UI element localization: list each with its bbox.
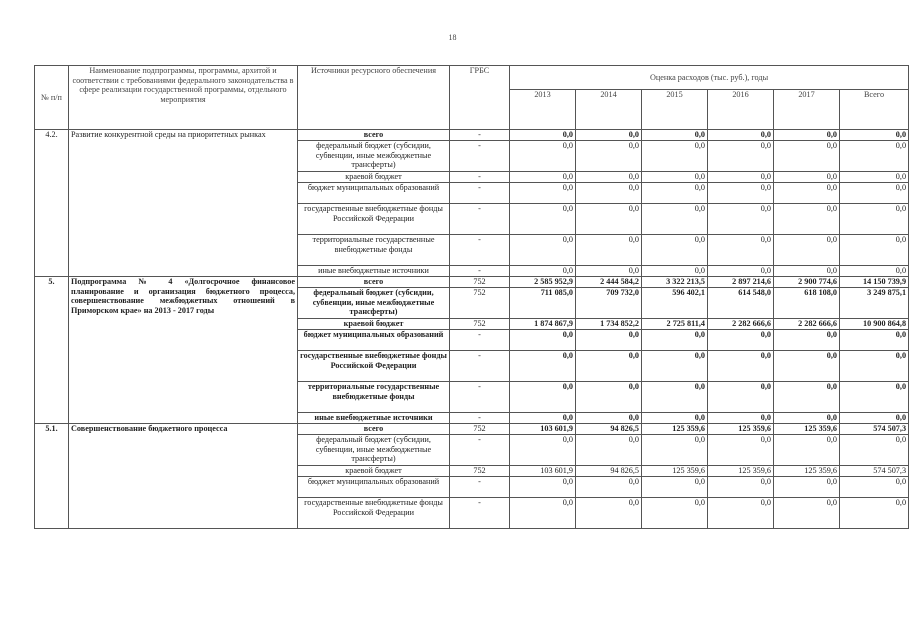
grbs-code: 752 bbox=[450, 424, 510, 435]
year-value: 0,0 bbox=[642, 498, 708, 529]
year-value: 0,0 bbox=[774, 130, 840, 141]
year-value: 0,0 bbox=[774, 330, 840, 351]
year-value: 1 734 852,2 bbox=[576, 319, 642, 330]
year-value: 0,0 bbox=[642, 382, 708, 413]
grbs-code: - bbox=[450, 183, 510, 204]
year-value: 103 601,9 bbox=[510, 424, 576, 435]
year-value: 94 826,5 bbox=[576, 466, 642, 477]
year-value: 0,0 bbox=[510, 382, 576, 413]
year-value: 0,0 bbox=[576, 130, 642, 141]
grbs-code: - bbox=[450, 435, 510, 466]
year-value: 94 826,5 bbox=[576, 424, 642, 435]
year-value: 0,0 bbox=[576, 183, 642, 204]
funding-source: государственные внебюджетные фонды Российской Федерации bbox=[298, 204, 450, 235]
year-value: 0,0 bbox=[774, 204, 840, 235]
year-value: 0,0 bbox=[576, 435, 642, 466]
funding-source: иные внебюджетные источники bbox=[298, 266, 450, 277]
year-value: 0,0 bbox=[510, 330, 576, 351]
total-value: 0,0 bbox=[840, 172, 909, 183]
program-name: Совершенствование бюджетного процесса bbox=[69, 424, 298, 529]
grbs-code: 752 bbox=[450, 466, 510, 477]
table-body bbox=[35, 130, 909, 529]
year-value: 0,0 bbox=[510, 235, 576, 266]
funding-source: всего bbox=[298, 424, 450, 435]
year-value: 0,0 bbox=[576, 235, 642, 266]
funding-source: федеральный бюджет (субсидии, субвенции, иные межбюджетные трансферты) bbox=[298, 141, 450, 172]
year-value: 125 359,6 bbox=[708, 424, 774, 435]
year-value: 0,0 bbox=[576, 382, 642, 413]
year-value: 709 732,0 bbox=[576, 288, 642, 319]
year-value: 0,0 bbox=[642, 141, 708, 172]
year-value: 125 359,6 bbox=[774, 466, 840, 477]
year-value: 0,0 bbox=[510, 498, 576, 529]
grbs-code: - bbox=[450, 141, 510, 172]
year-value: 0,0 bbox=[576, 351, 642, 382]
total-value: 0,0 bbox=[840, 382, 909, 413]
header-year: 2014 bbox=[576, 90, 642, 130]
grbs-code: - bbox=[450, 477, 510, 498]
grbs-code: - bbox=[450, 351, 510, 382]
year-value: 2 444 584,2 bbox=[576, 277, 642, 288]
year-value: 0,0 bbox=[708, 330, 774, 351]
year-value: 0,0 bbox=[708, 183, 774, 204]
year-value: 0,0 bbox=[576, 413, 642, 424]
year-value: 125 359,6 bbox=[708, 466, 774, 477]
year-value: 0,0 bbox=[708, 351, 774, 382]
year-value: 0,0 bbox=[510, 183, 576, 204]
year-value: 0,0 bbox=[642, 235, 708, 266]
row-number: 5. bbox=[35, 277, 69, 424]
year-value: 0,0 bbox=[708, 435, 774, 466]
year-value: 0,0 bbox=[642, 413, 708, 424]
year-value: 0,0 bbox=[510, 477, 576, 498]
grbs-code: - bbox=[450, 266, 510, 277]
year-value: 0,0 bbox=[576, 330, 642, 351]
year-value: 0,0 bbox=[708, 413, 774, 424]
total-value: 0,0 bbox=[840, 204, 909, 235]
year-value: 0,0 bbox=[708, 172, 774, 183]
total-value: 0,0 bbox=[840, 477, 909, 498]
total-value: 0,0 bbox=[840, 330, 909, 351]
year-value: 0,0 bbox=[510, 413, 576, 424]
year-value: 0,0 bbox=[774, 172, 840, 183]
year-value: 596 402,1 bbox=[642, 288, 708, 319]
funding-source: территориальные государственные внебюджетные фонды bbox=[298, 382, 450, 413]
grbs-code: 752 bbox=[450, 277, 510, 288]
year-value: 0,0 bbox=[642, 172, 708, 183]
total-value: 0,0 bbox=[840, 351, 909, 382]
funding-source: краевой бюджет bbox=[298, 172, 450, 183]
year-value: 1 874 867,9 bbox=[510, 319, 576, 330]
year-value: 0,0 bbox=[708, 477, 774, 498]
year-value: 0,0 bbox=[708, 498, 774, 529]
page-number: 18 bbox=[448, 33, 457, 42]
grbs-code: - bbox=[450, 382, 510, 413]
table-row bbox=[35, 277, 909, 288]
funding-source: бюджет муниципальных образований bbox=[298, 477, 450, 498]
year-value: 0,0 bbox=[708, 141, 774, 172]
grbs-code: - bbox=[450, 130, 510, 141]
total-value: 10 900 864,8 bbox=[840, 319, 909, 330]
year-value: 0,0 bbox=[774, 183, 840, 204]
year-value: 0,0 bbox=[576, 477, 642, 498]
year-value: 3 322 213,5 bbox=[642, 277, 708, 288]
year-value: 0,0 bbox=[774, 382, 840, 413]
grbs-code: - bbox=[450, 172, 510, 183]
year-value: 103 601,9 bbox=[510, 466, 576, 477]
header-name: Наименование подпрограммы, программы, архитой и соответствии с требованиями федерального законодательства в сфере реализации государственной программы, отдельного мероприятия bbox=[69, 66, 298, 130]
year-value: 0,0 bbox=[642, 204, 708, 235]
year-value: 0,0 bbox=[510, 141, 576, 172]
year-value: 0,0 bbox=[774, 413, 840, 424]
year-value: 0,0 bbox=[774, 435, 840, 466]
funding-source: бюджет муниципальных образований bbox=[298, 183, 450, 204]
year-value: 2 585 952,9 bbox=[510, 277, 576, 288]
year-value: 2 282 666,6 bbox=[708, 319, 774, 330]
table-row bbox=[35, 424, 909, 435]
funding-source: федеральный бюджет (субсидии, субвенции, иные межбюджетные трансферты) bbox=[298, 288, 450, 319]
year-value: 0,0 bbox=[510, 204, 576, 235]
header-num: № п/п bbox=[35, 66, 69, 130]
year-value: 2 282 666,6 bbox=[774, 319, 840, 330]
year-value: 0,0 bbox=[510, 266, 576, 277]
header-total: Всего bbox=[840, 90, 909, 130]
total-value: 14 150 739,9 bbox=[840, 277, 909, 288]
year-value: 618 108,0 bbox=[774, 288, 840, 319]
row-number: 5.1. bbox=[35, 424, 69, 529]
table-row bbox=[35, 130, 909, 141]
total-value: 0,0 bbox=[840, 183, 909, 204]
header-grbs: ГРБС bbox=[450, 66, 510, 130]
year-value: 2 900 774,6 bbox=[774, 277, 840, 288]
funding-source: федеральный бюджет (субсидии, субвенции, иные межбюджетные трансферты) bbox=[298, 435, 450, 466]
year-value: 2 725 811,4 bbox=[642, 319, 708, 330]
year-value: 2 897 214,6 bbox=[708, 277, 774, 288]
year-value: 0,0 bbox=[510, 172, 576, 183]
budget-table bbox=[34, 65, 909, 529]
header-source: Источники ресурсного обеспечения bbox=[298, 66, 450, 130]
year-value: 0,0 bbox=[642, 435, 708, 466]
grbs-code: - bbox=[450, 498, 510, 529]
grbs-code: - bbox=[450, 204, 510, 235]
grbs-code: - bbox=[450, 413, 510, 424]
total-value: 0,0 bbox=[840, 435, 909, 466]
program-name: Подпрограмма № 4 «Долгосрочное финансовое планирование и организация бюджетного процесса, совершенствование межбюджетных отношений в Приморском крае» на 2013 - 2017 годы bbox=[69, 277, 298, 424]
year-value: 0,0 bbox=[576, 141, 642, 172]
header-year: 2013 bbox=[510, 90, 576, 130]
row-number: 4.2. bbox=[35, 130, 69, 277]
year-value: 0,0 bbox=[774, 235, 840, 266]
header-year: 2016 bbox=[708, 90, 774, 130]
funding-source: государственные внебюджетные фонды Российской Федерации bbox=[298, 498, 450, 529]
year-value: 125 359,6 bbox=[642, 424, 708, 435]
header-year: 2015 bbox=[642, 90, 708, 130]
year-value: 0,0 bbox=[708, 382, 774, 413]
header-estimate: Оценка расходов (тыс. руб.), годы bbox=[510, 66, 909, 90]
total-value: 0,0 bbox=[840, 141, 909, 172]
year-value: 0,0 bbox=[510, 351, 576, 382]
grbs-code: - bbox=[450, 235, 510, 266]
funding-source: иные внебюджетные источники bbox=[298, 413, 450, 424]
year-value: 0,0 bbox=[774, 266, 840, 277]
year-value: 0,0 bbox=[774, 351, 840, 382]
year-value: 0,0 bbox=[774, 141, 840, 172]
total-value: 0,0 bbox=[840, 498, 909, 529]
year-value: 0,0 bbox=[576, 498, 642, 529]
funding-source: бюджет муниципальных образований bbox=[298, 330, 450, 351]
funding-source: территориальные государственные внебюджетные фонды bbox=[298, 235, 450, 266]
year-value: 0,0 bbox=[708, 235, 774, 266]
total-value: 574 507,3 bbox=[840, 466, 909, 477]
total-value: 0,0 bbox=[840, 413, 909, 424]
year-value: 0,0 bbox=[642, 130, 708, 141]
funding-source: государственные внебюджетные фонды Российской Федерации bbox=[298, 351, 450, 382]
total-value: 0,0 bbox=[840, 235, 909, 266]
total-value: 574 507,3 bbox=[840, 424, 909, 435]
program-name: Развитие конкурентной среды на приоритетных рынках bbox=[69, 130, 298, 277]
funding-source: всего bbox=[298, 130, 450, 141]
grbs-code: - bbox=[450, 330, 510, 351]
year-value: 0,0 bbox=[642, 183, 708, 204]
year-value: 0,0 bbox=[576, 204, 642, 235]
year-value: 0,0 bbox=[576, 266, 642, 277]
year-value: 0,0 bbox=[642, 266, 708, 277]
year-value: 0,0 bbox=[642, 351, 708, 382]
year-value: 0,0 bbox=[708, 130, 774, 141]
funding-source: всего bbox=[298, 277, 450, 288]
funding-source: краевой бюджет bbox=[298, 466, 450, 477]
year-value: 0,0 bbox=[708, 266, 774, 277]
year-value: 0,0 bbox=[708, 204, 774, 235]
year-value: 711 085,0 bbox=[510, 288, 576, 319]
year-value: 0,0 bbox=[576, 172, 642, 183]
year-value: 0,0 bbox=[642, 477, 708, 498]
grbs-code: 752 bbox=[450, 288, 510, 319]
year-value: 0,0 bbox=[774, 477, 840, 498]
grbs-code: 752 bbox=[450, 319, 510, 330]
year-value: 0,0 bbox=[642, 330, 708, 351]
year-value: 125 359,6 bbox=[642, 466, 708, 477]
year-value: 0,0 bbox=[510, 130, 576, 141]
funding-source: краевой бюджет bbox=[298, 319, 450, 330]
year-value: 0,0 bbox=[510, 435, 576, 466]
total-value: 0,0 bbox=[840, 266, 909, 277]
year-value: 125 359,6 bbox=[774, 424, 840, 435]
total-value: 0,0 bbox=[840, 130, 909, 141]
year-value: 0,0 bbox=[774, 498, 840, 529]
total-value: 3 249 875,1 bbox=[840, 288, 909, 319]
header-year: 2017 bbox=[774, 90, 840, 130]
year-value: 614 548,0 bbox=[708, 288, 774, 319]
